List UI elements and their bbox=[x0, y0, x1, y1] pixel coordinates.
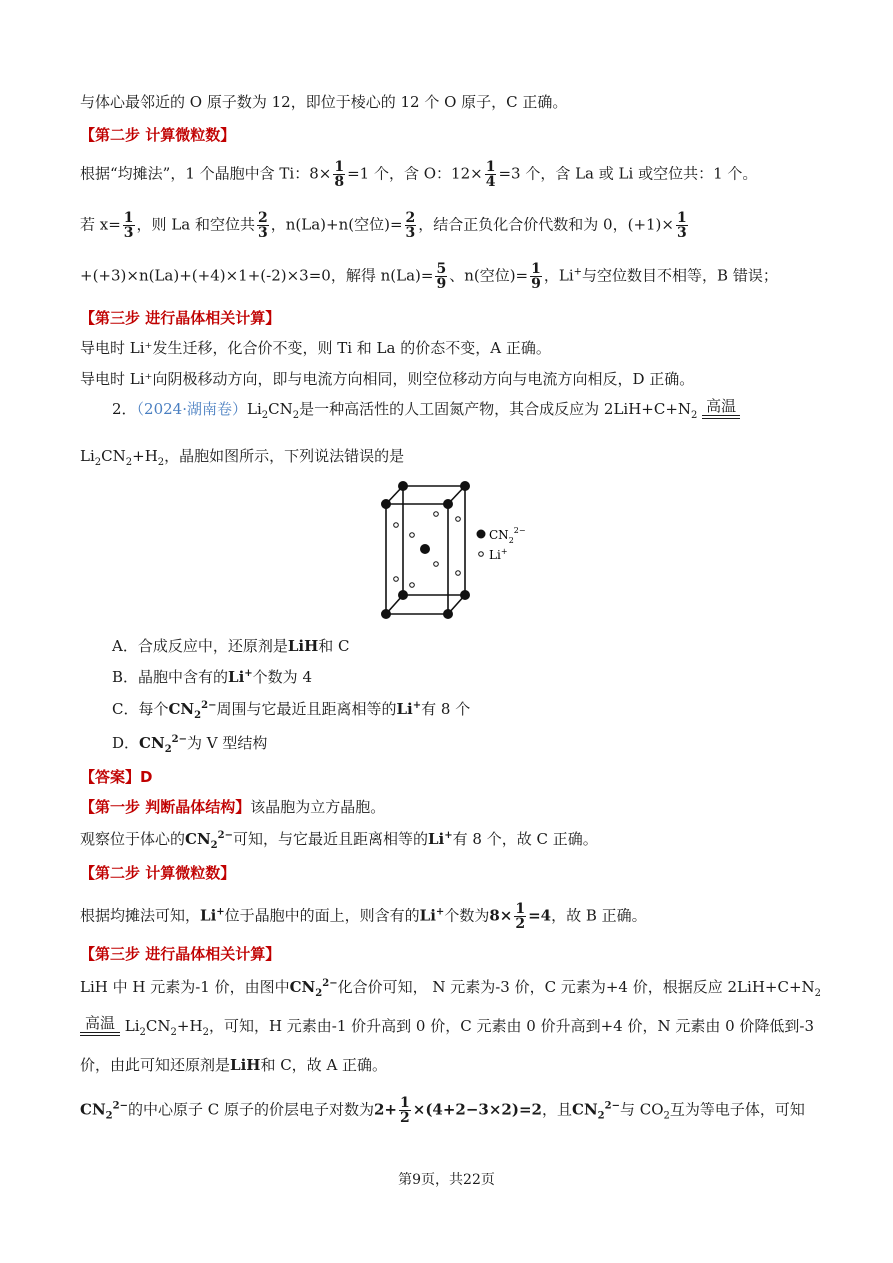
text-line: $CN_2^{2-}$的中心原子 C 原子的价层电子对数为2+ $\frac{1}{2}$ ×(4+2−3×2)=2，且$CN_2^{2-}$与 $CO_2$互为等电子体，可知 bbox=[80, 1095, 805, 1126]
text-line: 观察位于体心的$CN_2^{2-}$可知，与它最近且距离相等的Li+有 8 个，故 C 正确。 bbox=[80, 830, 598, 851]
step-heading: 【第三步 进行晶体相关计算】 bbox=[80, 945, 281, 963]
fraction: $\frac{1}{3}$ bbox=[123, 210, 134, 241]
fraction: $\frac{5}{9}$ bbox=[436, 261, 447, 292]
legend-li-label: Li+ bbox=[489, 547, 508, 562]
text-line: 【第一步 判断晶体结构】该晶胞为立方晶胞。 bbox=[80, 798, 386, 816]
text-line: 根据“均摊法”，1 个晶胞中含 Ti：8× $\frac{1}{8}$ =1 个，含 O：12× $\frac{1}{4}$ =3 个，含 La 或 Li 或空位共：1 个。 bbox=[80, 159, 758, 190]
fraction: $\frac{1}{8}$ bbox=[334, 159, 345, 190]
reaction-condition: 高温 bbox=[80, 1015, 120, 1036]
text-line: LiH 中 H 元素为-1 价，由图中$CN_2^{2-}$化合价可知， N 元素为-3 价，C 元素为+4 价，根据反应 $2LiH+C+N_2$ bbox=[80, 978, 822, 999]
option-d: D．$CN_2^{2-}$为 V 型结构 bbox=[112, 734, 268, 755]
legend-cn2-label: $CN_2^{2-}$ bbox=[489, 526, 526, 545]
fraction: $\frac{1}{2}$ bbox=[400, 1095, 410, 1126]
legend-cn2-dot bbox=[477, 530, 486, 539]
text-line: 若 x= $\frac{1}{3}$ ，则 La 和空位共 $\frac{2}{3}$ ，n(La)+n(空位)= $\frac{2}{3}$ ，结合正负化合价代数和为 0，(+1)× $\frac{1}{3}$ bbox=[80, 210, 687, 241]
text-line: 高温 $Li_2CN_2+H_2$，可知，H 元素由-1 价升高到 0 价，C 元素由 0 价升高到+4 价，N 元素由 0 价降低到-3 bbox=[80, 1015, 814, 1036]
cn2-anion-points bbox=[381, 481, 470, 619]
option-a: A．合成反应中，还原剂是LiH和 C bbox=[112, 637, 350, 655]
text-line: 价，由此可知还原剂是LiH和 C，故 A 正确。 bbox=[80, 1056, 388, 1074]
text-line: 与体心最邻近的 O 原子数为 12，即位于棱心的 12 个 O 原子，C 正确。 bbox=[80, 93, 568, 111]
step-heading: 【第二步 计算微粒数】 bbox=[80, 864, 236, 882]
crystal-cell-figure bbox=[370, 472, 540, 627]
option-b: B．晶胞中含有的Li+个数为 4 bbox=[112, 668, 312, 686]
fraction: $\frac{1}{3}$ bbox=[676, 210, 687, 241]
option-c: C．每个$CN_2^{2-}$周围与它最近且距离相等的Li+有 8 个 bbox=[112, 700, 471, 721]
fraction: $\frac{1}{2}$ bbox=[515, 901, 526, 932]
fraction: $\frac{1}{9}$ bbox=[531, 261, 541, 292]
answer-label: 【答案】D bbox=[80, 768, 153, 786]
fraction: $\frac{2}{3}$ bbox=[405, 210, 416, 241]
legend-li-dot bbox=[479, 552, 484, 557]
page-footer: 第9页，共22页 bbox=[398, 1172, 495, 1188]
text-line: +(+3)×n(La)+(+4)×1+(-2)×3=0，解得 n(La)= $\frac{5}{9}$ 、n(空位)= $\frac{1}{9}$ ，Li+与空位数目不相等，B 错误； bbox=[80, 261, 778, 292]
question-stem: 2．（2024·湖南卷）$Li_2CN_2$是一种高活性的人工固氮产物，其合成反应为 $2LiH+C+N_2$ 高温 bbox=[112, 398, 740, 419]
reaction-condition: 高温 bbox=[702, 398, 740, 419]
text-line: 导电时 Li⁺发生迁移，化合价不变，则 Ti 和 La 的价态不变，A 正确。 bbox=[80, 339, 551, 357]
text-line: 根据均摊法可知，Li+位于晶胞中的面上，则含有的Li+个数为8× $\frac{1}{2}$ =4，故 B 正确。 bbox=[80, 901, 647, 932]
fraction: $\frac{2}{3}$ bbox=[258, 210, 268, 241]
text-line: 导电时 Li⁺向阴极移动方向，即与电流方向相同，则空位移动方向与电流方向相反，D 正确。 bbox=[80, 370, 695, 388]
question-source: （2024·湖南卷） bbox=[136, 400, 247, 418]
question-stem-line2: $Li_2CN_2+H_2$，晶胞如图所示，下列说法错误的是 bbox=[80, 447, 405, 468]
step-heading: 【第三步 进行晶体相关计算】 bbox=[80, 309, 281, 327]
step-heading: 【第二步 计算微粒数】 bbox=[80, 126, 236, 144]
fraction: $\frac{1}{4}$ bbox=[485, 159, 496, 190]
